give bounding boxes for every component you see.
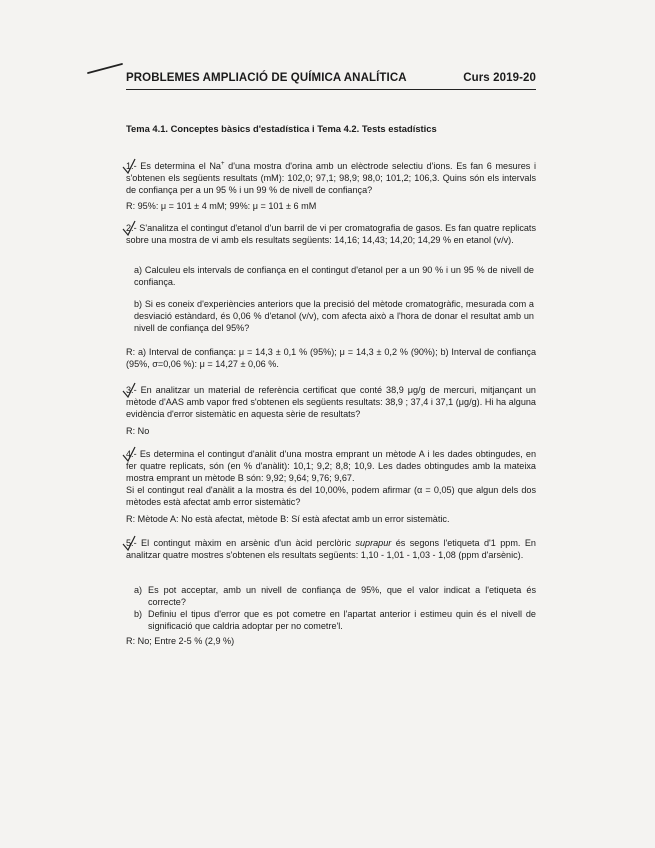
header-course: Curs 2019-20 <box>463 72 536 84</box>
problem-1-answer: R: 95%: μ = 101 ± 4 mM; 99%: μ = 101 ± 6 mM <box>126 201 317 211</box>
problem-2 <box>126 222 536 246</box>
problem-4-question: Si el contingut real d'anàlit a la mostra és del 10,00%, podem afirmar (α = 0,05) que algun dels dos mètodes està afectat amb error sistemàtic? <box>126 485 536 508</box>
pen-stroke-mark <box>86 62 126 76</box>
section-title: Tema 4.1. Conceptes bàsics d'estadística i Tema 4.2. Tests estadístics <box>126 123 437 134</box>
problem-5-text: El contingut màxim en arsènic d'un àcid perclòric suprapur és segons l'etiqueta d'1 ppm. En analitzar quatre mostres s'obtenen els resultats següents: 1,10 - 1,01 - 1,03 - 1,08 (ppm d'arsènic). <box>126 538 536 561</box>
check-mark-icon <box>122 535 136 551</box>
header-rule <box>126 89 536 90</box>
problem-1-text: Es determina el Na+ d'una mostra d'orina amb un elèctrode selectiu d'ions. Es fan 6 mesures i s'obtenen els següents resultats (mM): 102,0; 97,1; 98,9; 98,0; 101,2; 106,3. Quins són els intervals de confiança per a un 95 % i un 99 % de nivell de confiança? <box>126 161 536 196</box>
problem-3-number: 3.- <box>126 385 137 395</box>
problem-4-text: Es determina el contingut d'anàlit d'una mostra emprant un mètode A i les dades obtingudes, en fer quatre replicats, són (en % d'anàlit): 10,1; 9,2; 8,8; 10,9. Les dades obtingudes amb la mateixa mostra emprant un mètode B són: 9,92; 9,64; 9,76; 9,67. <box>126 449 537 484</box>
problem-2-part-a: a) Calculeu els intervals de confiança en el contingut d'etanol per a un 90 % i un 95 % de nivell de confiança. <box>134 265 534 288</box>
problem-3-answer: R: No <box>126 426 150 436</box>
problem-5-number: 5.- <box>126 538 137 548</box>
problem-5-part-a: a) Es pot acceptar, amb un nivell de confiança de 95%, que el valor indicat a l'etiqueta és correcte? <box>134 585 536 608</box>
check-mark-icon <box>122 382 136 398</box>
check-mark-icon <box>122 220 136 236</box>
problem-5-part-b: b) Definiu el tipus d'error que es pot cometre en l'apartat anterior i estimeu quin és el nivell de significació que caldria adoptar per no cometre'l. <box>134 609 536 632</box>
problem-3-text: En analitzar un material de referència certificat que conté 38,9 μg/g de mercuri, mitjançant un mètode d'AAS amb vapor fred s'obtenen els següents resultats: 38,9 ; 37,4 i 37,1 (μg/g). Hi ha alguna evidència d'error sistemàtic en aquesta sèrie de resultats? <box>126 385 536 420</box>
problem-1 <box>126 158 536 196</box>
page-header <box>126 72 536 84</box>
problem-1-number: 1.- <box>126 161 137 171</box>
problem-4-number: 4.- <box>126 449 137 459</box>
problem-2-text: S'analitza el contingut d'etanol d'un barril de vi per cromatografia de gasos. Es fan quatre replicats sobre una mostra de vi amb els resultats següents: 14,16; 14,43; 14,20; 14,29 % en etanol (v/v). <box>126 223 537 246</box>
problem-5-answer: R: No; Entre 2-5 % (2,9 %) <box>126 636 235 646</box>
problem-2-answer: R: a) Interval de confiança: μ = 14,3 ± 0,1 % (95%); μ = 14,3 ± 0,2 % (90%); b) Interval de confiança (95%, σ=0,06 %): μ = 14,27 ± 0,06 %. <box>126 347 536 370</box>
problem-3 <box>126 384 536 420</box>
problem-4 <box>126 448 536 508</box>
problem-2-part-b: b) Si es coneix d'experiències anteriors que la precisió del mètode cromatogràfic, mesurada com a desviació estàndard, és 0,06 % d'etanol (v/v), com afecta això a l'hora de donar el resultat amb un nivell de confiança del 95%? <box>134 299 534 334</box>
problem-5 <box>126 537 536 561</box>
check-mark-icon <box>122 446 136 462</box>
check-mark-icon <box>122 158 136 174</box>
problem-4-answer: R: Mètode A: No està afectat, mètode B: Sí està afectat amb un error sistemàtic. <box>126 514 450 524</box>
header-title: PROBLEMES AMPLIACIÓ DE QUÍMICA ANALÍTICA <box>126 72 407 84</box>
problem-2-number: 2.- <box>126 223 137 233</box>
problem-5-parts <box>134 584 536 632</box>
